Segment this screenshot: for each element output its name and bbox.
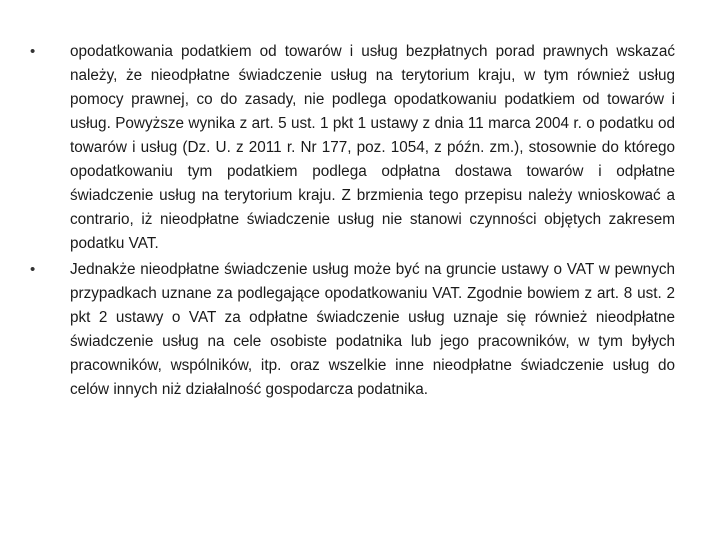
list-item	[30, 40, 675, 256]
paragraph-text: opodatkowania podatkiem od towarów i usług bezpłatnych porad prawnych wskazać należy, że nieodpłatne świadczenie usług na terytorium kraju, w tym również usług pomocy prawnej, co do zasady, nie podlega opodatkowaniu podatkiem od towarów i usług. Powyższe wynika z art. 5 ust. 1 pkt 1 ustawy z dnia 11 marca 2004 r. o podatku od towarów i usług (Dz. U. z 2011 r. Nr 177, poz. 1054, z późn. zm.), stosownie do którego opodatkowaniu tym podatkiem podlega odpłatna dostawa towarów i odpłatne świadczenie usług na terytorium kraju. Z brzmienia tego przepisu należy wnioskować a contrario, iż nieodpłatne świadczenie usług nie stanowi czynności objętych zakresem podatku VAT.	[70, 43, 675, 252]
paragraph-text: Jednakże nieodpłatne świadczenie usług może być na gruncie ustawy o VAT w pewnych przypadkach uznane za podlegające opodatkowaniu VAT. Zgodnie bowiem z art. 8 ust. 2 pkt 2 ustawy o VAT za odpłatne świadczenie usług uznaje się również nieodpłatne świadczenie usług na cele osobiste podatnika lub jego pracowników, w tym byłych pracowników, wspólników, itp. oraz wszelkie inne nieodpłatne świadczenie usług do celów innych niż działalność gospodarcza podatnika.	[70, 261, 675, 398]
bullet-icon: •	[30, 43, 36, 60]
bullet-icon: •	[30, 261, 36, 278]
list-item	[30, 258, 675, 402]
bullet-list	[30, 40, 675, 404]
